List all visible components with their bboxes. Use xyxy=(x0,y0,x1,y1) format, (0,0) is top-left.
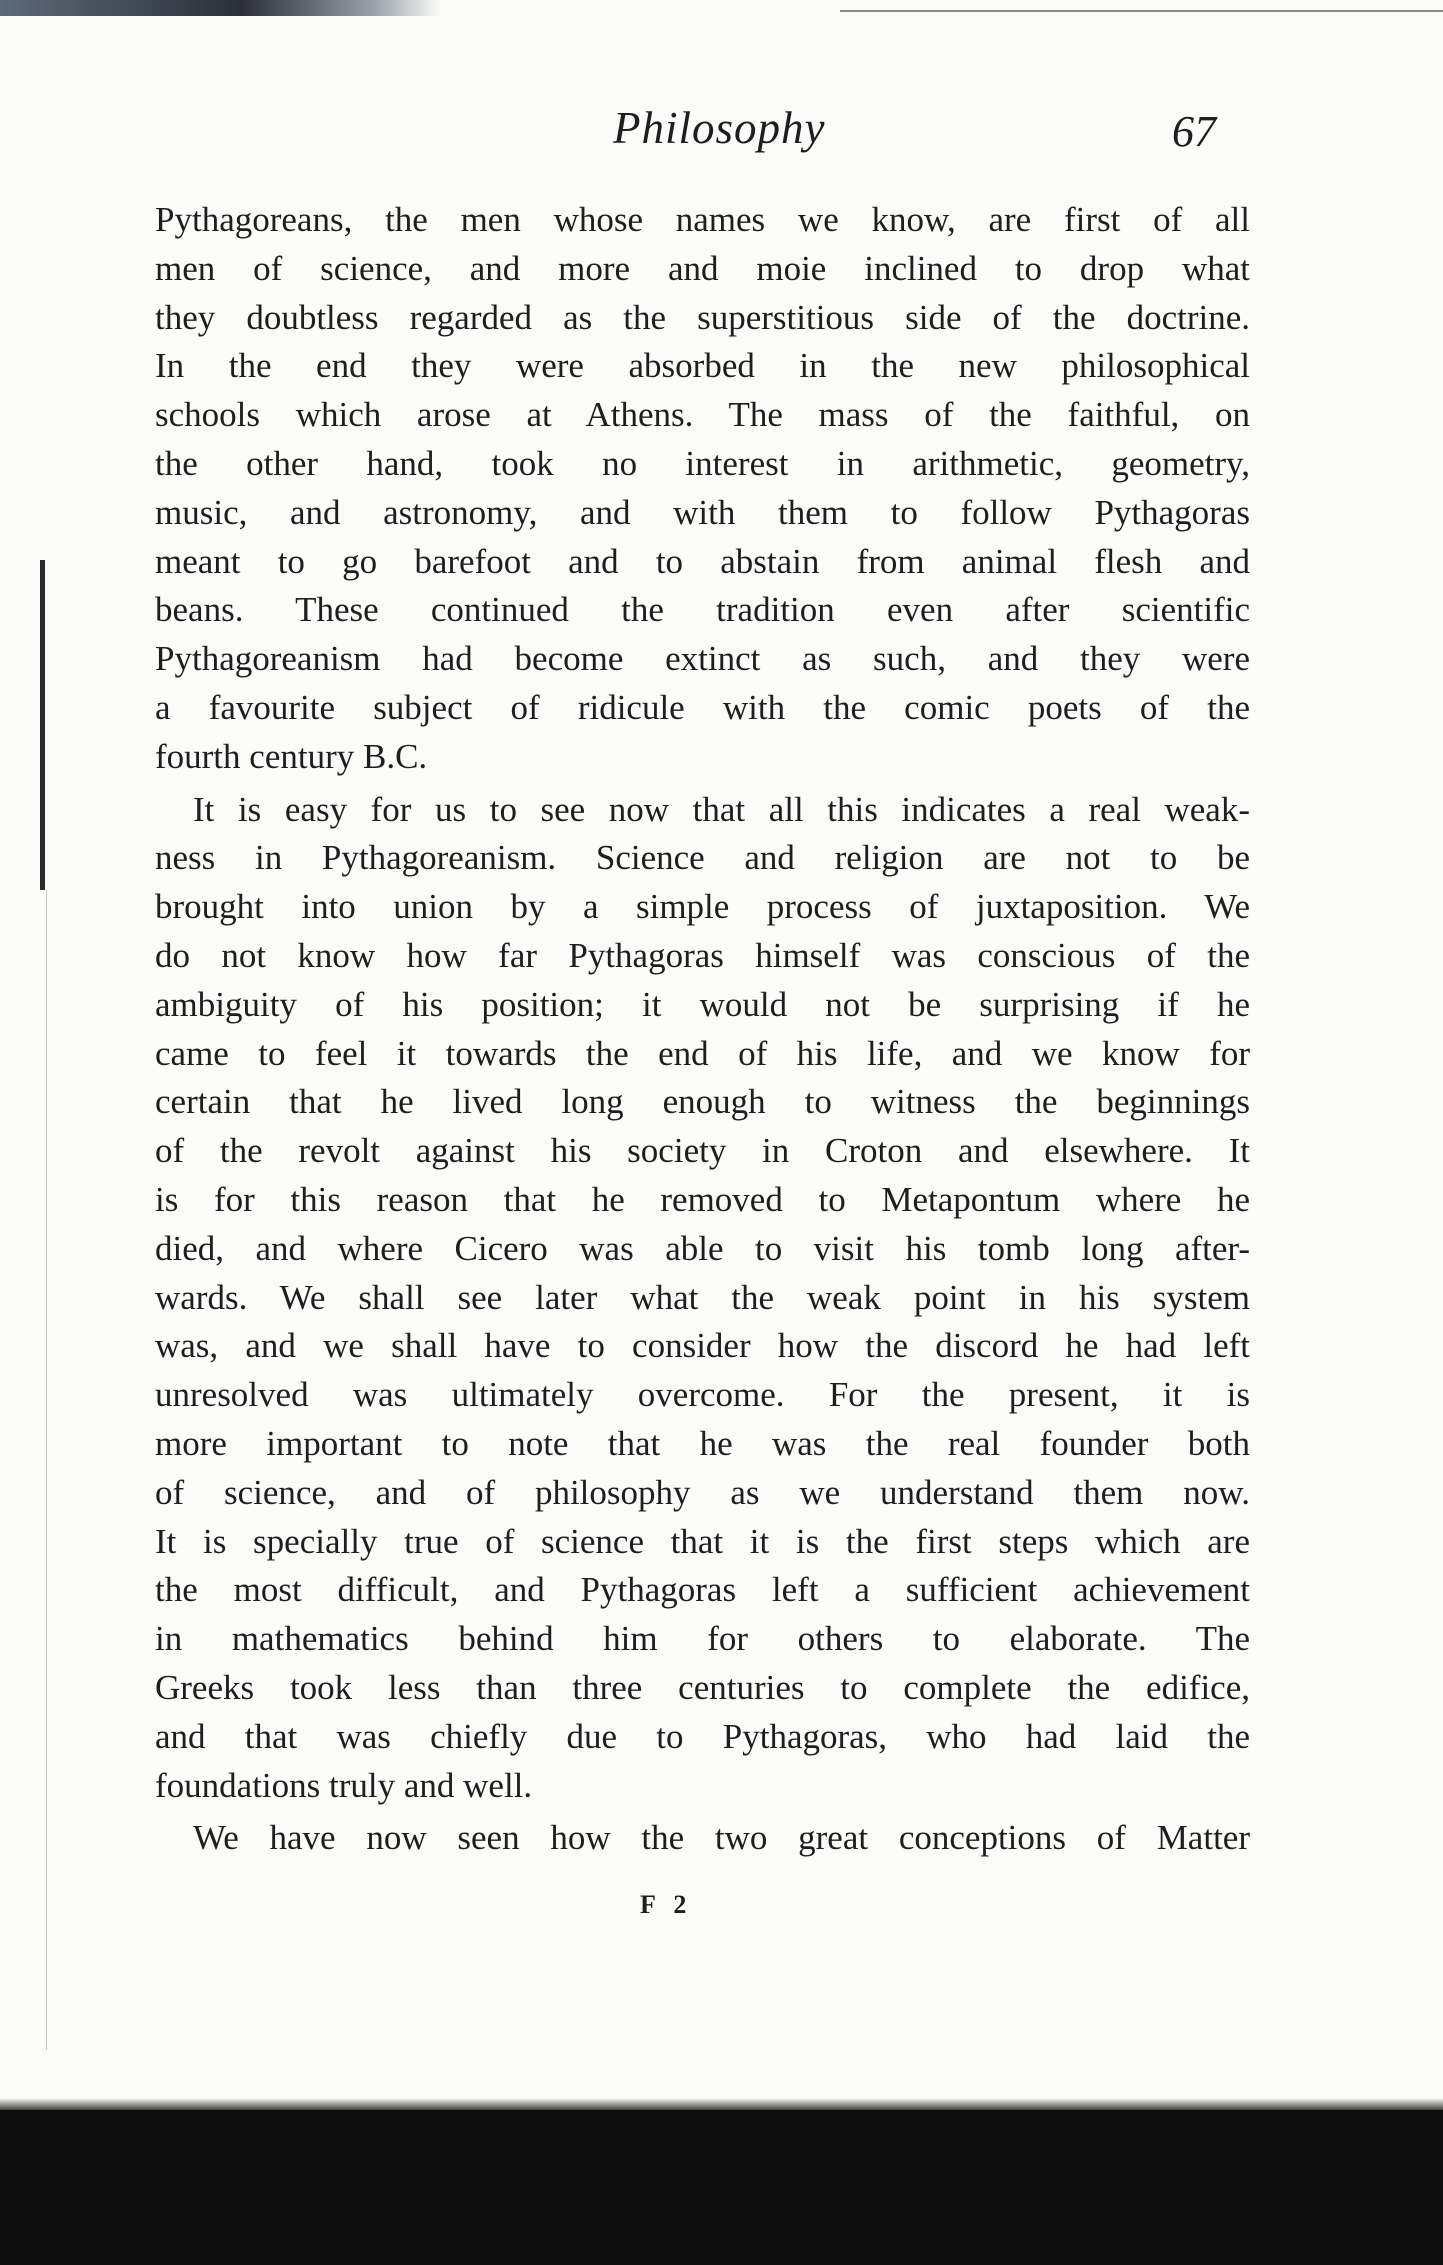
text-line: music, and astronomy, and with them to follow Pythagoras xyxy=(155,492,1250,532)
text-line: We have now seen how the two great conceptions of Matter xyxy=(193,1818,1250,1858)
page-number: 67 xyxy=(1172,107,1216,156)
body-text xyxy=(155,196,1250,1863)
text-line: a favourite subject of ridicule with the comic poets of the xyxy=(155,687,1250,727)
text-line: came to feel it towards the end of his life, and we know for xyxy=(155,1033,1250,1073)
signature-mark: F 2 xyxy=(640,1890,693,1919)
text-line: Pythagoreanism had become extinct as such, and they were xyxy=(155,639,1250,679)
text-line: the other hand, took no interest in arithmetic, geometry, xyxy=(155,443,1250,483)
text-line: Greeks took less than three centuries to complete the edifice, xyxy=(155,1667,1250,1707)
text-line: of science, and of philosophy as we understand them now. xyxy=(155,1472,1250,1512)
paragraph xyxy=(155,1814,1250,1863)
text-line: Pythagoreans, the men whose names we know, are first of all xyxy=(155,200,1250,239)
paragraph xyxy=(155,196,1250,782)
text-line: is for this reason that he removed to Metapontum where he xyxy=(155,1179,1250,1219)
scan-artifact-bottom-band xyxy=(0,2110,1443,2265)
paragraph xyxy=(155,786,1250,1811)
text-line: beans. These continued the tradition even after scientific xyxy=(155,590,1250,630)
text-line: was, and we shall have to consider how the discord he had left xyxy=(155,1326,1250,1366)
text-line: they doubtless regarded as the superstitious side of the doctrine. xyxy=(155,297,1250,337)
text-line: and that was chiefly due to Pythagoras, who had laid the xyxy=(155,1716,1250,1756)
text-line: In the end they were absorbed in the new philosophical xyxy=(155,346,1250,386)
scan-artifact-top-line xyxy=(840,10,1443,12)
running-title: Philosophy xyxy=(613,103,826,153)
text-line: do not know how far Pythagoras himself was conscious of the xyxy=(155,935,1250,975)
scan-artifact-left-bar xyxy=(40,560,45,890)
text-line: brought into union by a simple process of juxtaposition. We xyxy=(155,887,1250,927)
text-line: in mathematics behind him for others to elaborate. The xyxy=(155,1619,1250,1659)
scan-artifact-left-edge xyxy=(46,890,47,2050)
text-line: certain that he lived long enough to witness the beginnings xyxy=(155,1082,1250,1122)
text-line: men of science, and more and moie inclined to drop what xyxy=(155,248,1250,288)
text-line: more important to note that he was the real founder both xyxy=(155,1423,1250,1463)
text-line: schools which arose at Athens. The mass of the faithful, on xyxy=(155,395,1250,435)
text-line: It is specially true of science that it is the first steps which are xyxy=(155,1521,1250,1561)
text-line: foundations truly and well. xyxy=(155,1765,533,1805)
text-line: meant to go barefoot and to abstain from animal flesh and xyxy=(155,541,1250,581)
text-line: of the revolt against his society in Croton and elsewhere. It xyxy=(155,1131,1250,1171)
scan-artifact-top-left xyxy=(0,0,440,16)
text-line: died, and where Cicero was able to visit his tomb long after- xyxy=(155,1228,1250,1268)
text-line: It is easy for us to see now that all this indicates a real weak- xyxy=(193,789,1250,829)
text-line: fourth century B.C. xyxy=(155,736,428,776)
text-line: unresolved was ultimately overcome. For the present, it is xyxy=(155,1375,1250,1415)
running-head xyxy=(0,102,1443,162)
text-line: ness in Pythagoreanism. Science and religion are not to be xyxy=(155,838,1250,878)
text-line: ambiguity of his position; it would not be surprising if he xyxy=(155,984,1250,1024)
text-line: the most difficult, and Pythagoras left a sufficient achievement xyxy=(155,1570,1250,1610)
text-line: wards. We shall see later what the weak point in his system xyxy=(155,1277,1250,1317)
